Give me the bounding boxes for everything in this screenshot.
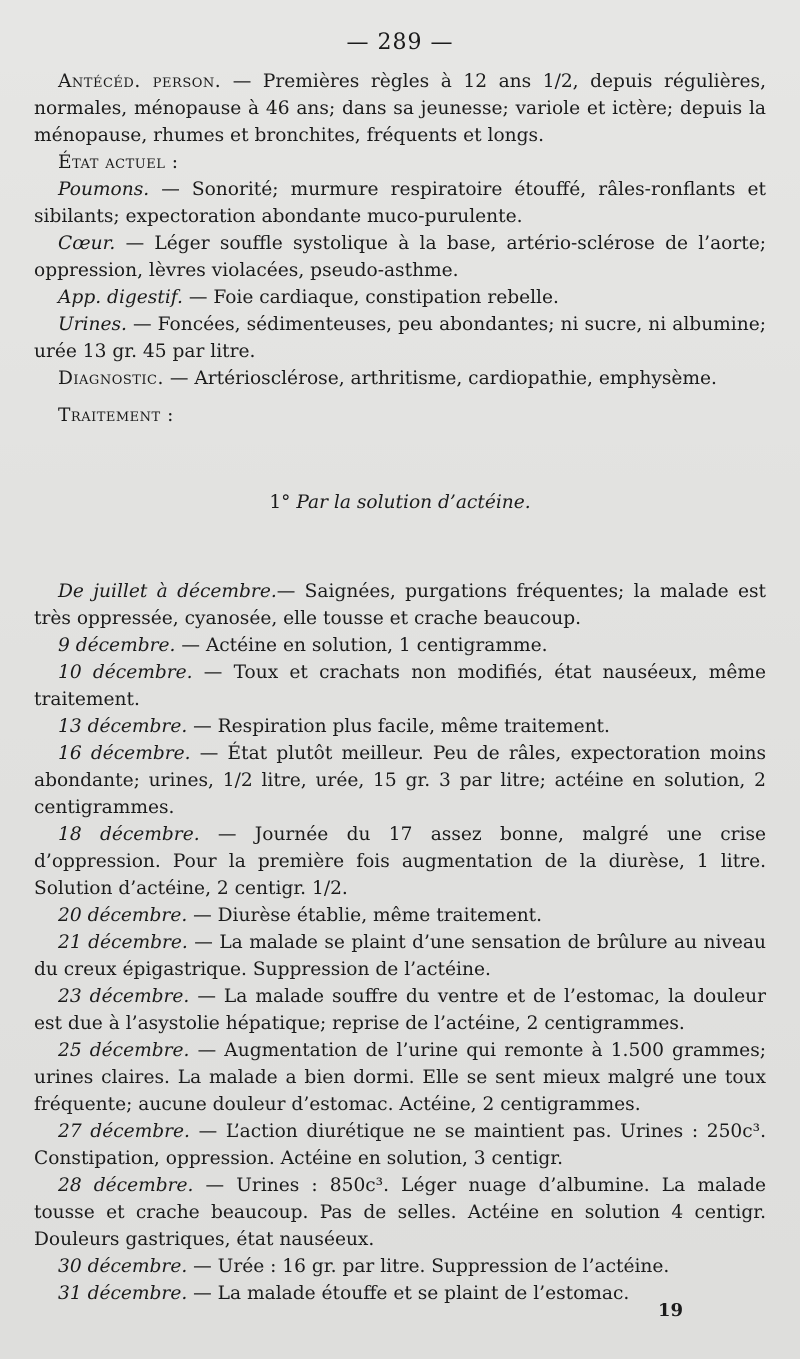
section-heading-text: Par la solution d’actéine. xyxy=(296,492,531,513)
urines-text: — Foncées, sédimenteuses, peu abondantes; ni sucre, ni albumine; urée 13 gr. 45 par litre. xyxy=(34,314,766,362)
journal-entry xyxy=(34,1037,766,1118)
lungs-paragraph xyxy=(34,176,766,230)
entry-date: 20 décembre. xyxy=(58,905,188,926)
diagnostic-paragraph xyxy=(34,365,766,392)
entry-date: 13 décembre. xyxy=(58,716,188,737)
journal-entry xyxy=(34,713,766,740)
entry-text: — Respiration plus facile, même traitement. xyxy=(187,716,610,737)
entry-text: — L’action diurétique ne se maintient pas. Urines : 250c³. Constipation, oppression. Actéine en solution, 3 centigr. xyxy=(34,1121,767,1169)
journal-entry xyxy=(34,1253,766,1280)
entry-date: 27 décembre. xyxy=(58,1121,190,1142)
entry-date: 10 décembre. xyxy=(58,662,193,683)
current-state-label: État actuel : xyxy=(58,152,179,173)
journal-entry xyxy=(34,578,766,632)
heart-text: — Léger souffle systolique à la base, artério-sclérose de l’aorte; oppression, lèvres violacées, pseudo-asthme. xyxy=(34,233,766,281)
page-number: — 289 — xyxy=(346,30,454,55)
current-state-heading xyxy=(34,149,766,176)
entry-date: De juillet à décembre. xyxy=(58,581,277,602)
journal-entry xyxy=(34,740,766,821)
journal-entry xyxy=(34,983,766,1037)
entry-text: — La malade souffre du ventre et de l’estomac, la douleur est due à l’asystolie hépatique; reprise de l’actéine, 2 centigrammes. xyxy=(34,986,766,1034)
digestive-label: App. digestif. xyxy=(58,287,183,308)
diagnostic-label: Diagnostic. xyxy=(58,368,164,389)
urines-paragraph xyxy=(34,311,766,365)
journal-entry xyxy=(34,902,766,929)
entry-text: — Urines : 850c³. Léger nuage d’albumine. La malade tousse et crache beaucoup. Pas de selles. Actéine en solution 4 centigr. Douleurs gastriques, état nauséeux. xyxy=(34,1175,766,1250)
entry-text: — La malade se plaint d’une sensation de brûlure au niveau du creux épigastrique. Suppression de l’actéine. xyxy=(34,932,766,980)
entry-date: 28 décembre. xyxy=(58,1175,194,1196)
entry-text: — Actéine en solution, 1 centigramme. xyxy=(175,635,548,656)
page-body xyxy=(34,68,766,1307)
digestive-text: — Foie cardiaque, constipation rebelle. xyxy=(182,287,559,308)
entry-date: 16 décembre. xyxy=(58,743,191,764)
entry-date: 9 décembre. xyxy=(58,635,176,656)
heart-label: Cœur. xyxy=(58,233,116,254)
entry-date: 21 décembre. xyxy=(58,932,188,953)
entry-text: — Urée : 16 gr. par litre. Suppression de l’actéine. xyxy=(187,1256,670,1277)
section-heading-prefix: 1° xyxy=(269,492,297,513)
journal-entry xyxy=(34,632,766,659)
journal-entry xyxy=(34,1118,766,1172)
digestive-paragraph xyxy=(34,284,766,311)
history-text: — Premières règles à 12 ans 1/2, depuis régulières, normales, ménopause à 46 ans; dans sa jeunesse; variole et ictère; depuis la ménopause, rhumes et bronchites, fréquents et longs. xyxy=(34,71,766,146)
journal-entry xyxy=(34,1172,766,1253)
lungs-label: Poumons. xyxy=(58,179,150,200)
entry-text: — État plutôt meilleur. Peu de râles, expectoration moins abondante; urines, 1/2 litre, urée, 15 gr. 3 par litre; actéine en solution, 2 centigrammes. xyxy=(34,743,767,818)
treatment-heading xyxy=(34,402,766,429)
journal-entry xyxy=(34,821,766,902)
diagnostic-text: — Artériosclérose, arthritisme, cardiopathie, emphysème. xyxy=(163,368,717,389)
entry-text: — Toux et crachats non modifiés, état nauséeux, même traitement. xyxy=(34,662,766,710)
entry-text: — La malade étouffe et se plaint de l’estomac. xyxy=(187,1283,630,1304)
urines-label: Urines. xyxy=(58,314,127,335)
journal-entry xyxy=(34,659,766,713)
entry-text: — Diurèse établie, même traitement. xyxy=(187,905,543,926)
entry-date: 30 décembre. xyxy=(58,1256,188,1277)
entry-date: 31 décembre. xyxy=(58,1283,188,1304)
heart-paragraph xyxy=(34,230,766,284)
entry-date: 23 décembre. xyxy=(58,986,190,1007)
signature-mark: 19 xyxy=(658,1300,684,1321)
history-label: Antécéd. person. xyxy=(58,71,222,92)
section-heading xyxy=(34,489,766,516)
entry-text: — Saignées, purgations fréquentes; la malade est très oppressée, cyanosée, elle tousse et crache beaucoup. xyxy=(34,581,766,629)
history-paragraph xyxy=(34,68,766,149)
entry-text: — Augmentation de l’urine qui remonte à 1.500 grammes; urines claires. La malade a bien dormi. Elle se sent mieux malgré une toux fréquente; aucune douleur d’estomac. Actéine, 2 centigrammes. xyxy=(34,1040,766,1115)
journal-entry xyxy=(34,1280,766,1307)
lungs-text: — Sonorité; murmure respiratoire étouffé, râles-ronflants et sibilants; expectoration abondante muco-purulente. xyxy=(34,179,766,227)
entry-date: 18 décembre. xyxy=(58,824,200,845)
entry-date: 25 décembre. xyxy=(58,1040,190,1061)
entry-text: — Journée du 17 assez bonne, malgré une crise d’oppression. Pour la première fois augmentation de la diurèse, 1 litre. Solution d’actéine, 2 centigr. 1/2. xyxy=(34,824,766,899)
treatment-label: Traitement : xyxy=(58,405,174,426)
journal-entry xyxy=(34,929,766,983)
